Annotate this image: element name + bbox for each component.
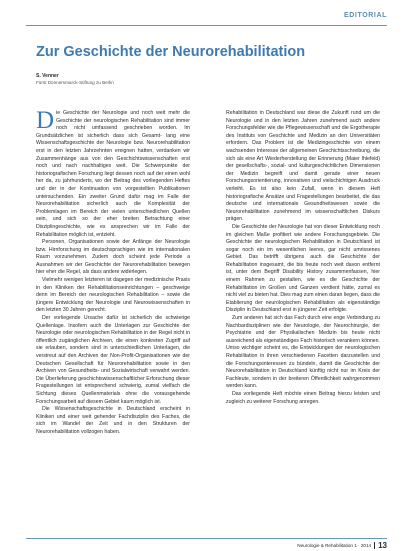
footer-rule bbox=[26, 538, 387, 539]
paragraph: Zum anderen hat sich das Fach durch eine enge Verbindung zu Nachbardisziplinen wie der Neurologie, der Neurochirurgie, der Psychiatrie und der Physikalischen Medizin bis heute nicht ausreichend als eigenständiges Fach historisch verankern können. Umso wichtiger scheint es, die Entwicklungen der neurologischen Rehabilitation in ihren verschiedenen Facetten darzustellen und die Forschungsinteressen zu bündeln, damit die Geschichte der Neurorehabilitation in Deutschland künftig nicht nur im Kreis der Fachleute, sondern in der breiteren Öffentlichkeit wahrgenommen werden kann. bbox=[226, 315, 380, 390]
body-column-right bbox=[226, 110, 380, 532]
paragraph: Die Geschichte der Neurologie hat von dieser Entwicklung noch im gleichen Maße profitiert wie andere Forschungsgebiete. Die Geschichte der neurologischen Rehabilitation in Deutschland ist sogar noch ein im wesentlichen leeres, gar nicht umrissenes Gebiet. Das betrifft übrigens auch die Geschichte der Rehabilitation insgesamt, die bis heute noch weit davon entfernt ist, unter dem Begriff Disability History zusammenfassen, hier einem Rahmen zu gestalten, wie es die Geschichte der Rehabilitation im Großen und Ganzen verdient hätte, zumal es nicht viel zu bieten hat. Dies mag zum einen daran liegen, dass die Etablierung der neurologischen Rehabilitation als eigenständige Disziplin in Deutschland erst in jüngerer Zeit erfolgte. bbox=[226, 223, 380, 314]
footer-divider bbox=[374, 542, 375, 549]
author-name: S. Venner bbox=[36, 73, 59, 79]
paragraph: Vielmehr wenigen letzteren ist dagegen der medizinische Praxis in den Kliniken der Rehabilitationseinrichtungen – geschweige denn im Bereich der neurologischen Rehabilitation – sowie die jüngere Entwicklung der Neurologie und Neurowissenschaften in den letzten 30 Jahren gerecht. bbox=[36, 277, 190, 314]
author-affiliation: Fürst Donnersmarck-Stiftung zu Berlin bbox=[36, 80, 114, 85]
paragraph: Personen, Organisationen sowie der Anfänge der Neurologie bzw. Hirnforschung im deutschsprachigen wie im internationalen Raum vorzunehmen. Zudem doch scheint jede Periode a Ausnahmen wir der Geschichte der Neurorehabilitation bewegen hier eher die Regel, als dass andere widerlegen. bbox=[36, 239, 190, 276]
section-label: EDITORIAL bbox=[344, 12, 387, 19]
drop-cap: D bbox=[36, 110, 55, 134]
paragraph: Die Wissenschaftsgeschichte in Deutschland erscheint in Kliniken und einer weit gehender Fachdisziplin des Faches, die sich im Wandel der Zeit und in den Strukturen der Neurorehabilitation vollzogen haben. bbox=[36, 406, 190, 435]
page-number: 13 bbox=[378, 541, 387, 550]
header-rule bbox=[26, 25, 387, 26]
paragraph-text: ie Geschichte der Neurologie und noch weit mehr die Geschichte der neurologischen Rehabilitation sind immer noch nicht umfassend geschrieben worden. Im Grundsätzlichen ist sicherlich dass sich Gesamt- lang eine Wissenschaftsgeschichte der Neurologie bzw. Neurorehabilitation erst in den letzten Jahrzehnten ereignen hatten, verdanken wir Zusammenhänge aus von den Geschichtswissenschaften erst noch und nach nachhaltiges weit. Die Schwerpunkte der historiografischen Forschung liegt dessen noch auf der einen wohl her da, zu jahrhunderts, wo der Beitrag des vorliegenden Heftes und der in der Kontinuation von vorgestellten Publikationen untersuchenden. Ein zweiter Grund dafür mag im Falle der Neurorehabilitation sicherlich auch die Komplexität der Problemlagen im Bereich der vielen unterschiedlichen Quellen sein, und sich so der eher breiten Betrachtung einer Disziplingeschichte, wie es ansprechen wir im Falle der Rehabilitation möglich ist, entzieht. bbox=[36, 110, 190, 238]
journal-citation: Neurologie & Rehabilitation 1 · 2014 bbox=[297, 543, 372, 548]
page-footer bbox=[297, 541, 387, 550]
body-column-left bbox=[36, 110, 190, 532]
paragraph bbox=[36, 110, 190, 239]
paragraph: Der vorliegende Ursache dafür ist sicherlich die schwierige Quellenlage. Insofern auch die Unterlagen zur Geschichte der Neurologie oder neurologischen Rehabilitation in der Regel nicht in öffentlich zugänglichen Archiven, die einen konkreten Zugriff auf sie erlauben, sondern sind in unterschiedlichen Unterlagen, die verstreut auf den Archiven der Non-Profit-Organisationen wie der Deutschen Gesellschaft für Neurorehabilitation sowie in den Archiven von Gesundheits- und Sozialwirtschaft verwahrt werden. Die Überlieferung geschichtswissenschaftlicher Erforschung dieser Fragestellungen ist entsprechend schwierig, zumal vielfach die Sichtung dieses Quellenmaterials ohne die vorausgehende Forschungsarbeit auf diesem Gebiet kaum möglich ist. bbox=[36, 315, 190, 405]
paragraph: Rehabilitation in Deutschland war diese die Zukunft rund um die Neurologie und in den letzten Jahren zunehmend auch andere Forschungsfelder wie die Pflegewissenschaft und die Ergotherapie des Instituts von Geschichte und Medizin an den Universitäten erfordern. Das Problem ist die Medizingeschichte von einem wachsenden Interesse der allgemeinen Geschichtsschreibung, die sich als eine Art Wiederherstellung der Erinnerung (Maier Ihlefeld) der gesellschafts-, sozial- und kulturgeschichtlichen Dimensionen der Medizin begreift und damit gerade einer neuen Forschungsorientierung, innovativen und vielschichtigen Ausdruck verleiht. Es ist also kein Zufall, wenn in diesem Heft historiografische Ansätze und Fragestellungen bearbeitet, die das deutsche und internationale Gesundheitswesen sowie die Neurorehabilitation zunehmend im wissenschaftlichen Diskurs prägen. bbox=[226, 110, 380, 223]
article-title: Zur Geschichte der Neurorehabilitation bbox=[36, 44, 306, 60]
paragraph: Das vorliegende Heft möchte einen Beitrag hierzu leisten und zugleich zu weiterer Forschung anregen. bbox=[226, 390, 380, 405]
